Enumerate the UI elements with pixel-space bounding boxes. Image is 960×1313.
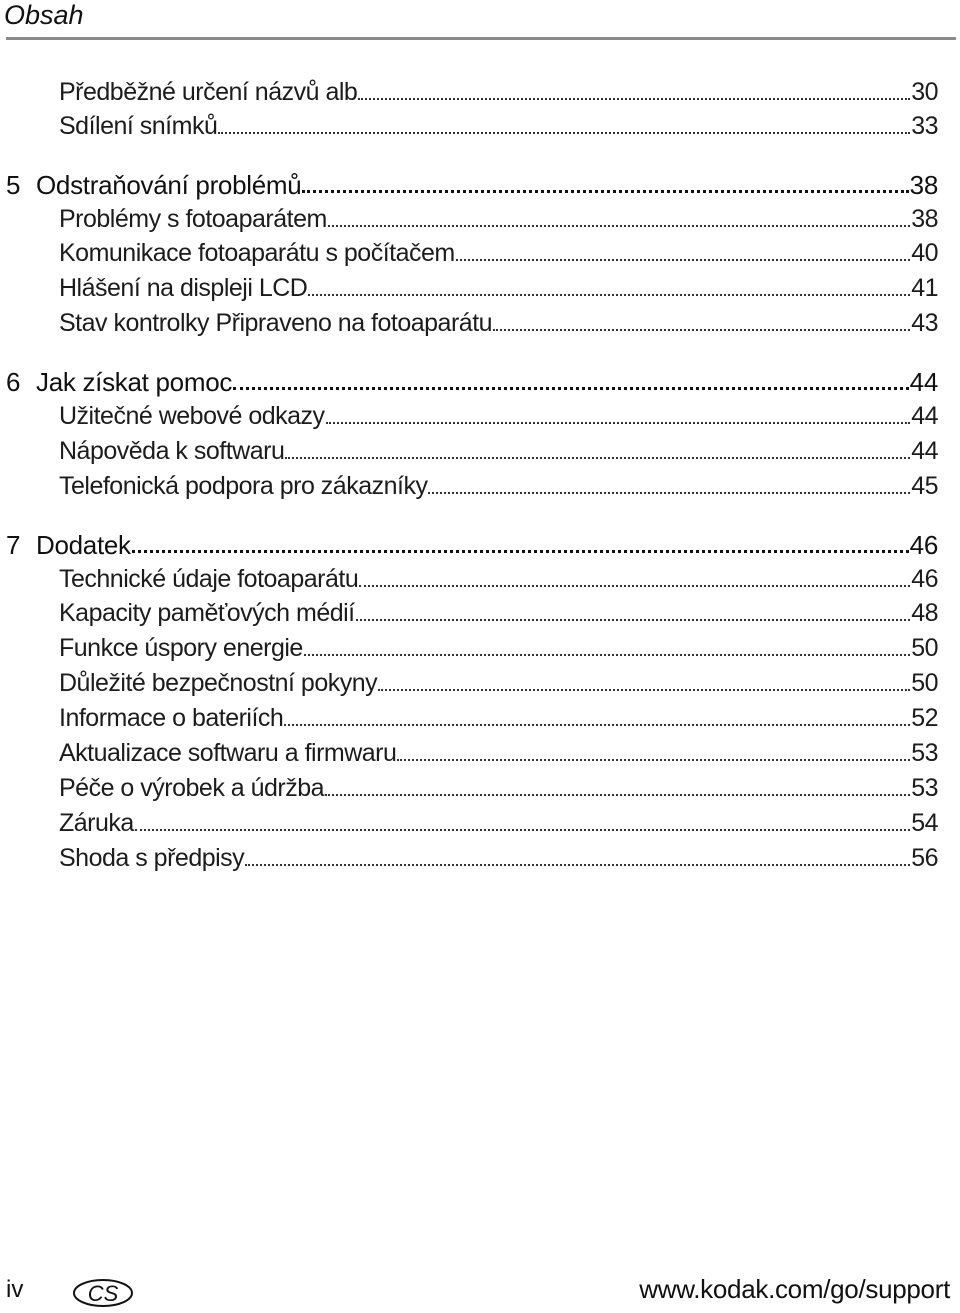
toc-entry-label: Kapacity paměťových médií xyxy=(59,599,355,627)
dot-leader xyxy=(285,457,910,459)
dot-leader xyxy=(359,585,910,587)
dot-leader xyxy=(233,387,909,390)
page-title: Obsah xyxy=(4,0,84,30)
dot-leader xyxy=(493,329,910,331)
toc-entry-label: Shoda s předpisy xyxy=(59,844,245,872)
toc-chapter-row[interactable] xyxy=(6,528,938,562)
toc-page-number: 44 xyxy=(911,402,938,430)
toc-entry-label: Komunikace fotoaparátu s počítačem xyxy=(59,239,455,267)
toc-entry-label: Nápověda k softwaru xyxy=(59,437,285,465)
toc-page-number: 46 xyxy=(911,565,938,593)
toc-entry-label: Sdílení snímků xyxy=(59,112,218,140)
toc-entry-row[interactable] xyxy=(59,306,938,340)
toc-page-number: 43 xyxy=(911,309,938,337)
toc-entry-row[interactable] xyxy=(59,399,938,433)
toc-entry-label: Informace o bateriích xyxy=(59,704,284,732)
toc-page-number: 53 xyxy=(911,739,938,767)
toc-page-number: 56 xyxy=(911,844,938,872)
dot-leader xyxy=(218,132,910,134)
header-divider xyxy=(6,37,956,40)
dot-leader xyxy=(428,492,910,494)
toc-page-number: 45 xyxy=(911,472,938,500)
toc-page-number: 38 xyxy=(911,205,938,233)
toc-entry-label: Stav kontrolky Připraveno na fotoaparátu xyxy=(59,309,493,337)
chapter-number: 6 xyxy=(6,367,21,397)
toc-page-number: 30 xyxy=(911,78,938,106)
toc-page-number: 38 xyxy=(909,170,938,200)
toc-page-number: 41 xyxy=(911,274,938,302)
toc-entry-label: Důležité bezpečnostní pokyny xyxy=(59,669,378,697)
toc-chapter-row[interactable] xyxy=(6,365,938,399)
toc-page-number: 40 xyxy=(911,239,938,267)
page-number: iv xyxy=(6,1276,24,1303)
toc-entry-row[interactable] xyxy=(59,236,938,270)
toc-page-number: 44 xyxy=(909,367,938,397)
toc-entry-label: Hlášení na displeji LCD xyxy=(59,274,308,302)
toc-entry-label: Problémy s fotoaparátem xyxy=(59,205,327,233)
toc-entry-label: Užitečné webové odkazy xyxy=(59,402,325,430)
toc-page-number: 52 xyxy=(911,704,938,732)
dot-leader xyxy=(132,550,909,553)
toc-entry-label: Záruka xyxy=(59,809,134,837)
toc-entry-row[interactable] xyxy=(59,109,938,143)
dot-leader xyxy=(378,689,910,691)
toc-entry-label: Předběžné určení názvů alb xyxy=(59,78,358,106)
dot-leader xyxy=(325,794,910,796)
toc-entry-row[interactable] xyxy=(59,841,938,875)
toc-entry-label: Jak získat pomoc xyxy=(36,367,233,397)
dot-leader xyxy=(456,259,910,261)
toc-chapter-row[interactable] xyxy=(6,168,938,202)
toc-page-number: 46 xyxy=(909,530,938,560)
language-badge-label: CS xyxy=(87,1281,119,1306)
toc-page-number: 44 xyxy=(911,437,938,465)
chapter-number: 7 xyxy=(6,530,21,560)
toc-entry-label: Funkce úspory energie xyxy=(59,634,303,662)
dot-leader xyxy=(356,619,911,621)
toc-entry-row[interactable] xyxy=(59,434,938,468)
language-badge-icon xyxy=(72,1278,134,1308)
toc-page-number: 53 xyxy=(911,774,938,802)
dot-leader xyxy=(284,724,910,726)
dot-leader xyxy=(245,864,910,866)
toc-entry-row[interactable] xyxy=(59,75,938,109)
toc-entry-label: Dodatek xyxy=(36,530,131,560)
toc-entry-label: Aktualizace softwaru a firmwaru xyxy=(59,739,397,767)
dot-leader xyxy=(326,422,911,424)
dot-leader xyxy=(304,654,910,656)
toc-entry-row[interactable] xyxy=(59,631,938,665)
toc-page-number: 33 xyxy=(911,112,938,140)
toc-entry-row[interactable] xyxy=(59,701,938,735)
dot-leader xyxy=(302,190,908,193)
dot-leader xyxy=(308,294,910,296)
toc-entry-label: Odstraňování problémů xyxy=(36,170,302,200)
dot-leader xyxy=(135,829,910,831)
chapter-number: 5 xyxy=(6,170,21,200)
toc-entry-row[interactable] xyxy=(59,469,938,503)
toc-entry-row[interactable] xyxy=(59,666,938,700)
dot-leader xyxy=(397,759,910,761)
toc-page-number: 48 xyxy=(911,599,938,627)
toc-entry-row[interactable] xyxy=(59,771,938,805)
toc-page-number: 50 xyxy=(911,669,938,697)
toc-entry-row[interactable] xyxy=(59,596,938,630)
dot-leader xyxy=(358,98,910,100)
toc-page-number: 54 xyxy=(911,809,938,837)
toc-entry-label: Technické údaje fotoaparátu xyxy=(59,565,359,593)
toc-entry-row[interactable] xyxy=(59,736,938,770)
toc-entry-label: Telefonická podpora pro zákazníky xyxy=(59,472,428,500)
support-url[interactable]: www.kodak.com/go/support xyxy=(639,1274,950,1304)
dot-leader xyxy=(328,225,910,227)
toc-entry-row[interactable] xyxy=(59,562,938,596)
toc-page-number: 50 xyxy=(911,634,938,662)
toc-entry-row[interactable] xyxy=(59,202,938,236)
toc-entry-row[interactable] xyxy=(59,271,938,305)
toc-entry-row[interactable] xyxy=(59,806,938,840)
toc-entry-label: Péče o výrobek a údržba xyxy=(59,774,325,802)
